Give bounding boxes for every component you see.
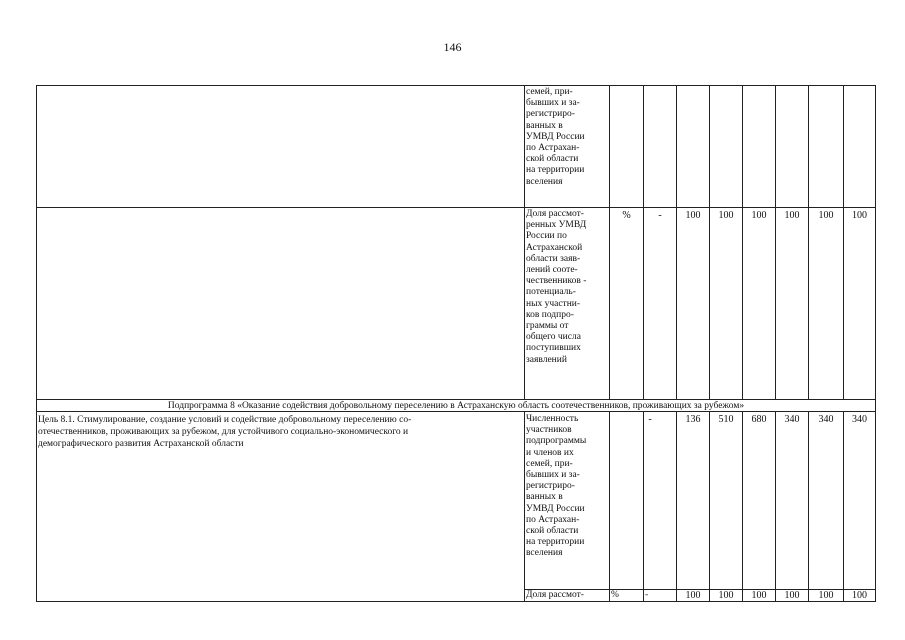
- row3-description-line: регистриро-: [526, 481, 575, 492]
- row3-description-line: бывших и за-: [526, 470, 580, 481]
- row-divider: [36, 207, 876, 208]
- row2-value: 100: [718, 210, 734, 221]
- row2-description-line: ных участни-: [526, 298, 581, 309]
- row2-description-line: области заяв-: [526, 253, 581, 264]
- row3-description-line: вселения: [526, 548, 563, 559]
- row2-description-line: граммы от: [526, 321, 569, 332]
- row3-description-line: подпрограммы: [526, 436, 587, 447]
- row4-unit: %: [611, 590, 619, 600]
- row3-value: 510: [718, 414, 734, 425]
- row3-description-line: на территории: [526, 537, 585, 548]
- column-divider: [808, 85, 809, 400]
- goal-text-line: демографического развития Астраханской области: [38, 439, 244, 449]
- row2-description-line: лений соотe-: [526, 265, 578, 276]
- row2-description-line: потенциаль-: [526, 287, 576, 298]
- column-divider: [742, 85, 743, 400]
- row2-description-line: общего числа: [526, 332, 581, 343]
- row2-value: 100: [818, 210, 834, 221]
- row1-description-line: бывших и за-: [526, 98, 580, 109]
- column-divider: [524, 411, 525, 602]
- row4-value: 100: [818, 590, 834, 601]
- row1-description-line: ской области: [526, 154, 579, 165]
- row3-description-line: участников: [526, 425, 572, 436]
- table-top-border: [36, 85, 876, 86]
- row4-value: 100: [685, 590, 701, 601]
- row3-description: [526, 414, 608, 560]
- row2-description-line: ков подпро-: [526, 309, 574, 320]
- row3-base-value: -: [648, 414, 652, 425]
- row2-value: 100: [751, 210, 767, 221]
- row2-description-line: чественников -: [526, 276, 587, 287]
- row2-description-line: Доля рассмот-: [526, 209, 584, 219]
- row-divider: [36, 411, 876, 412]
- column-divider: [676, 411, 677, 602]
- row1-description: [526, 87, 608, 188]
- page-number: 146: [443, 40, 462, 54]
- row1-description-line: семей, при-: [526, 87, 573, 97]
- goal-text-line: Цель 8.1. Стимулирование, создание условий и содействие добровольному переселению со-: [38, 415, 412, 425]
- row4-value: 100: [852, 590, 867, 601]
- row1-description-line: регистриро-: [526, 109, 575, 120]
- column-divider: [709, 85, 710, 400]
- table-left-border: [36, 85, 37, 602]
- column-divider: [775, 85, 776, 400]
- row3-description-line: ской области: [526, 526, 579, 537]
- column-divider: [643, 411, 644, 602]
- table-right-border: [875, 85, 876, 602]
- row1-description-line: на территории: [526, 165, 585, 176]
- row1-description-line: вселения: [526, 176, 563, 187]
- row2-description-line: ренных УМВД: [526, 220, 587, 231]
- row2-description-line: заявлений: [526, 354, 567, 365]
- row4-value: 100: [718, 590, 734, 601]
- row3-value: 136: [685, 414, 701, 425]
- row4-description: Доля рассмот-: [526, 590, 584, 600]
- row3-value: 340: [852, 414, 867, 425]
- column-divider: [742, 411, 743, 602]
- row3-description-line: по Астрахан-: [526, 514, 580, 525]
- column-divider: [609, 411, 610, 602]
- row3-value: 340: [818, 414, 834, 425]
- column-divider: [775, 411, 776, 602]
- row2-value: 100: [852, 210, 867, 221]
- row2-base-value: -: [658, 210, 662, 221]
- row2-description: [526, 209, 608, 366]
- row4-value: 100: [751, 590, 767, 601]
- column-divider: [643, 85, 644, 400]
- row4-value: 100: [784, 590, 800, 601]
- row3-value: 340: [784, 414, 800, 425]
- goal-text: [38, 414, 524, 450]
- row3-value: 680: [751, 414, 767, 425]
- row3-description-line: Численность: [526, 414, 579, 424]
- column-divider: [676, 85, 677, 400]
- row2-value: 100: [784, 210, 800, 221]
- column-divider: [808, 411, 809, 602]
- column-divider: [843, 411, 844, 602]
- row1-description-line: по Астрахан-: [526, 143, 580, 154]
- column-divider: [609, 85, 610, 400]
- row3-description-line: и членов их: [526, 447, 574, 458]
- row4-base-value: -: [645, 590, 649, 600]
- goal-text-line: отечественников, проживающих за рубежом, для устойчивого социально-экономического и: [38, 427, 409, 437]
- column-divider: [524, 85, 525, 400]
- row-divider: [36, 399, 876, 400]
- row3-description-line: УМВД России: [526, 503, 585, 514]
- row2-unit: %: [622, 210, 631, 221]
- subprogram-title: Подпрограмма 8 «Оказание содействия добровольному переселению в Астраханскую область соотечественников, проживающих за рубежом»: [167, 401, 745, 411]
- row2-value: 100: [685, 210, 701, 221]
- column-divider: [709, 411, 710, 602]
- row2-description-line: России по: [526, 231, 567, 242]
- column-divider: [843, 85, 844, 400]
- row1-description-line: ванных в: [526, 120, 563, 131]
- row2-description-line: Астраханской: [526, 242, 583, 253]
- row1-description-line: УМВД России: [526, 131, 585, 142]
- row2-description-line: поступивших: [526, 343, 581, 354]
- row3-description-line: ванных в: [526, 492, 563, 503]
- row3-description-line: семей, при-: [526, 458, 573, 469]
